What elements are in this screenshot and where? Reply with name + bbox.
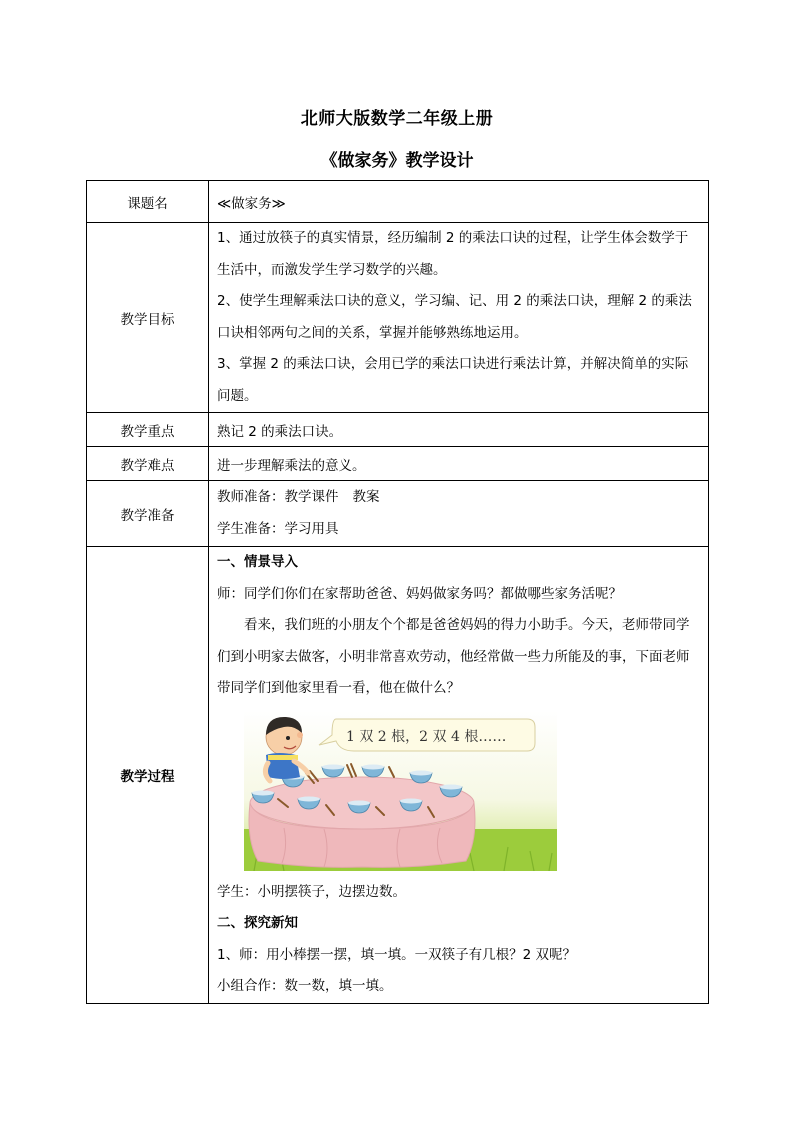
lesson-plan-table [86,180,709,1004]
row-preparation [87,481,709,547]
difficulty-label: 教学难点 [87,447,209,481]
goals-line: 问题。 [217,387,258,404]
goals-line: 口诀相邻两句之间的关系，掌握并能够熟练地运用。 [217,324,528,341]
teacher-prep-extra: 教案 [352,489,380,505]
section-heading: 二、探究新知 [217,915,298,931]
goals-line: 3、掌握 2 的乘法口诀，会用已学的乘法口诀进行乘法计算，并解决简单的实际 [217,356,689,372]
goals-line: 1、通过放筷子的真实情景，经历编制 2 的乘法口诀的过程，让学生体会数学于 [217,230,689,246]
goals-label: 教学目标 [87,223,209,413]
process-content [209,547,709,1004]
row-process [87,547,709,1004]
key-point-label: 教学重点 [87,413,209,447]
topic-label: 课题名 [87,181,209,223]
process-label: 教学过程 [87,547,209,1004]
paragraph: 看来，我们班的小朋友个个都是爸爸妈妈的得力小助手。今天，老师带同学 [244,617,690,633]
document-subtitle: 《做家务》教学设计 [320,151,474,171]
paragraph: 1、师：用小棒摆一摆，填一填。一双筷子有几根？2 双呢？ [217,946,576,963]
speech-text: 1 双 2 根，2 双 4 根…… [346,728,507,745]
row-topic [87,181,709,223]
preparation-label: 教学准备 [87,481,209,547]
preparation-content [209,481,709,547]
key-point-value: 熟记 2 的乘法口诀。 [209,413,709,447]
section-heading: 一、情景导入 [217,554,298,570]
topic-value: ≪做家务≫ [209,181,709,223]
student-prep: 学生准备：学习用具 [217,520,339,537]
paragraph: 们到小明家去做客，小明非常喜欢劳动，他经常做一些力所能及的事，下面老师 [217,648,690,665]
document-title: 北师大版数学二年级上册 [300,109,494,129]
paragraph: 师：同学们你们在家帮助爸爸、妈妈做家务吗？都做哪些家务活呢？ [217,585,622,602]
row-goals [87,223,709,413]
row-difficulty [87,447,709,481]
goals-line: 生活中，而激发学生学习数学的兴趣。 [217,261,447,278]
goals-content [209,223,709,413]
paragraph: 小组合作：数一数，填一填。 [217,978,393,994]
goals-line: 2、使学生理解乘法口诀的意义，学习编、记、用 2 的乘法口诀，理解 2 的乘法 [217,293,692,309]
chopsticks-illustration [244,711,557,871]
difficulty-value: 进一步理解乘法的意义。 [209,447,709,481]
paragraph: 学生：小明摆筷子，边摆边数。 [217,883,406,900]
row-key-point [87,413,709,447]
teacher-prep-label: 教师准备：教学课件 [217,489,339,505]
paragraph: 带同学们到他家里看一看，他在做什么？ [217,680,460,696]
teacher-prep [217,482,700,514]
